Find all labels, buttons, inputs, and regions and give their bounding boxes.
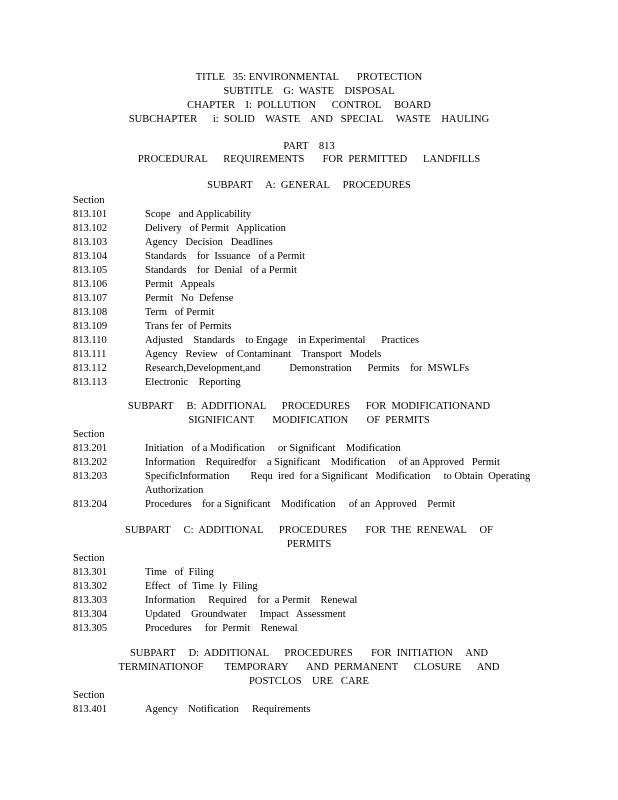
part-title: PROCEDURAL REQUIREMENTS FOR PERMITTED LANDFILLS — [137, 154, 481, 165]
section-entry — [0, 470, 618, 484]
subtitle-heading: SUBTITLE G: WASTE DISPOSAL — [223, 86, 395, 97]
section-entry — [0, 498, 618, 512]
section-entry — [0, 376, 618, 390]
subpart-d-heading-line3: POSTCLOS URE CARE — [249, 676, 369, 687]
section-number: 813.107 — [73, 293, 108, 304]
section-number: 813.102 — [73, 223, 108, 234]
section-title: Information Required for a Permit Renewal — [145, 595, 358, 606]
title-heading: TITLE 35: ENVIRONMENTAL PROTECTION — [195, 72, 423, 83]
section-title: Initiation of a Modification or Significant Modification — [145, 443, 401, 454]
section-number: 813.110 — [73, 335, 107, 346]
section-title: Term of Permit — [145, 307, 215, 318]
section-number: 813.108 — [73, 307, 108, 318]
section-title: Electronic Reporting — [145, 377, 241, 388]
section-title: Delivery of Permit Application — [145, 223, 286, 234]
subpart-b-heading-line2: SIGNIFICANT MODIFICATION OF PERMITS — [188, 415, 430, 426]
subpart-b-heading-line1: SUBPART B: ADDITIONAL PROCEDURES FOR MODIFICATIONAND — [127, 401, 491, 412]
section-entry — [0, 566, 618, 580]
subpart-d-heading-line2: TERMINATIONOF TEMPORARY AND PERMANENT CLOSURE AND — [118, 662, 500, 673]
section-entry — [0, 250, 618, 264]
section-number: 813.105 — [73, 265, 108, 276]
section-title: Effect of Time ly Filing — [145, 581, 258, 592]
section-title: Agency Decision Deadlines — [145, 237, 273, 248]
section-number: 813.301 — [73, 567, 108, 578]
section-entry — [0, 320, 618, 334]
section-number: 813.401 — [73, 704, 108, 715]
subpart-c-heading-line1: SUBPART C: ADDITIONAL PROCEDURES FOR THE RENEWAL OF — [125, 525, 493, 536]
section-title: Time of Filing — [145, 567, 214, 578]
section-entry — [0, 442, 618, 456]
section-entry — [0, 456, 618, 470]
section-title: Scope and Applicability — [145, 209, 252, 220]
section-number: 813.201 — [73, 443, 108, 454]
section-entry — [0, 484, 618, 498]
section-number: 813.109 — [73, 321, 108, 332]
section-title: Authorization — [145, 485, 204, 496]
section-number: 813.305 — [73, 623, 108, 634]
section-entry — [0, 622, 618, 636]
part-heading: PART 813 — [283, 141, 335, 152]
section-number: 813.302 — [73, 581, 108, 592]
section-title: Updated Groundwater Impact Assessment — [145, 609, 346, 620]
section-entry — [0, 348, 618, 362]
section-entry — [0, 306, 618, 320]
section-label: Section — [73, 195, 105, 206]
section-title: Permit No Defense — [145, 293, 234, 304]
section-title: Procedures for a Significant Modification of an Approved Permit — [145, 499, 456, 510]
section-title: Standards for Denial of a Permit — [145, 265, 297, 276]
section-label: Section — [73, 429, 105, 440]
section-number: 813.106 — [73, 279, 108, 290]
section-entry — [0, 594, 618, 608]
section-label: Section — [73, 553, 105, 564]
section-number: 813.303 — [73, 595, 108, 606]
section-entry — [0, 222, 618, 236]
section-entry — [0, 292, 618, 306]
subchapter-heading: SUBCHAPTER i: SOLID WASTE AND SPECIAL WASTE HAULING — [128, 114, 490, 125]
section-number: 813.202 — [73, 457, 108, 468]
section-entry — [0, 278, 618, 292]
section-number: 813.304 — [73, 609, 108, 620]
section-number: 813.112 — [73, 363, 107, 374]
section-title: Agency Review of Contaminant Transport Models — [145, 349, 382, 360]
section-number: 813.204 — [73, 499, 108, 510]
section-title: SpecificInformation Requ ired for a Significant Modification to Obtain Operating — [145, 471, 531, 482]
section-title: Adjusted Standards to Engage in Experimental Practices — [145, 335, 420, 346]
section-title: Agency Notification Requirements — [145, 704, 311, 715]
subpart-d-heading-line1: SUBPART D: ADDITIONAL PROCEDURES FOR INITIATION AND — [129, 648, 489, 659]
chapter-heading: CHAPTER I: POLLUTION CONTROL BOARD — [187, 100, 431, 111]
section-entry — [0, 208, 618, 222]
section-title: Procedures for Permit Renewal — [145, 623, 298, 634]
section-number: 813.111 — [73, 349, 107, 360]
section-number: 813.104 — [73, 251, 108, 262]
section-number: 813.103 — [73, 237, 108, 248]
section-number: 813.101 — [73, 209, 108, 220]
section-entry — [0, 264, 618, 278]
section-title: Information Requiredfor a Significant Modification of an Approved Permit — [145, 457, 500, 468]
section-entry — [0, 608, 618, 622]
section-title: Trans fer of Permits — [145, 321, 232, 332]
section-number: 813.203 — [73, 471, 108, 482]
section-entry — [0, 236, 618, 250]
subpart-c-heading-line2: PERMITS — [286, 539, 332, 550]
section-title: Standards for Issuance of a Permit — [145, 251, 306, 262]
section-number: 813.113 — [73, 377, 107, 388]
section-entry — [0, 580, 618, 594]
section-title: Permit Appeals — [145, 279, 215, 290]
section-title: Research,Development,and Demonstration Permits for MSWLFs — [145, 363, 469, 374]
section-label: Section — [73, 690, 105, 701]
section-entry — [0, 703, 618, 717]
section-entry — [0, 334, 618, 348]
section-entry — [0, 362, 618, 376]
subpart-a-heading: SUBPART A: GENERAL PROCEDURES — [207, 180, 411, 191]
